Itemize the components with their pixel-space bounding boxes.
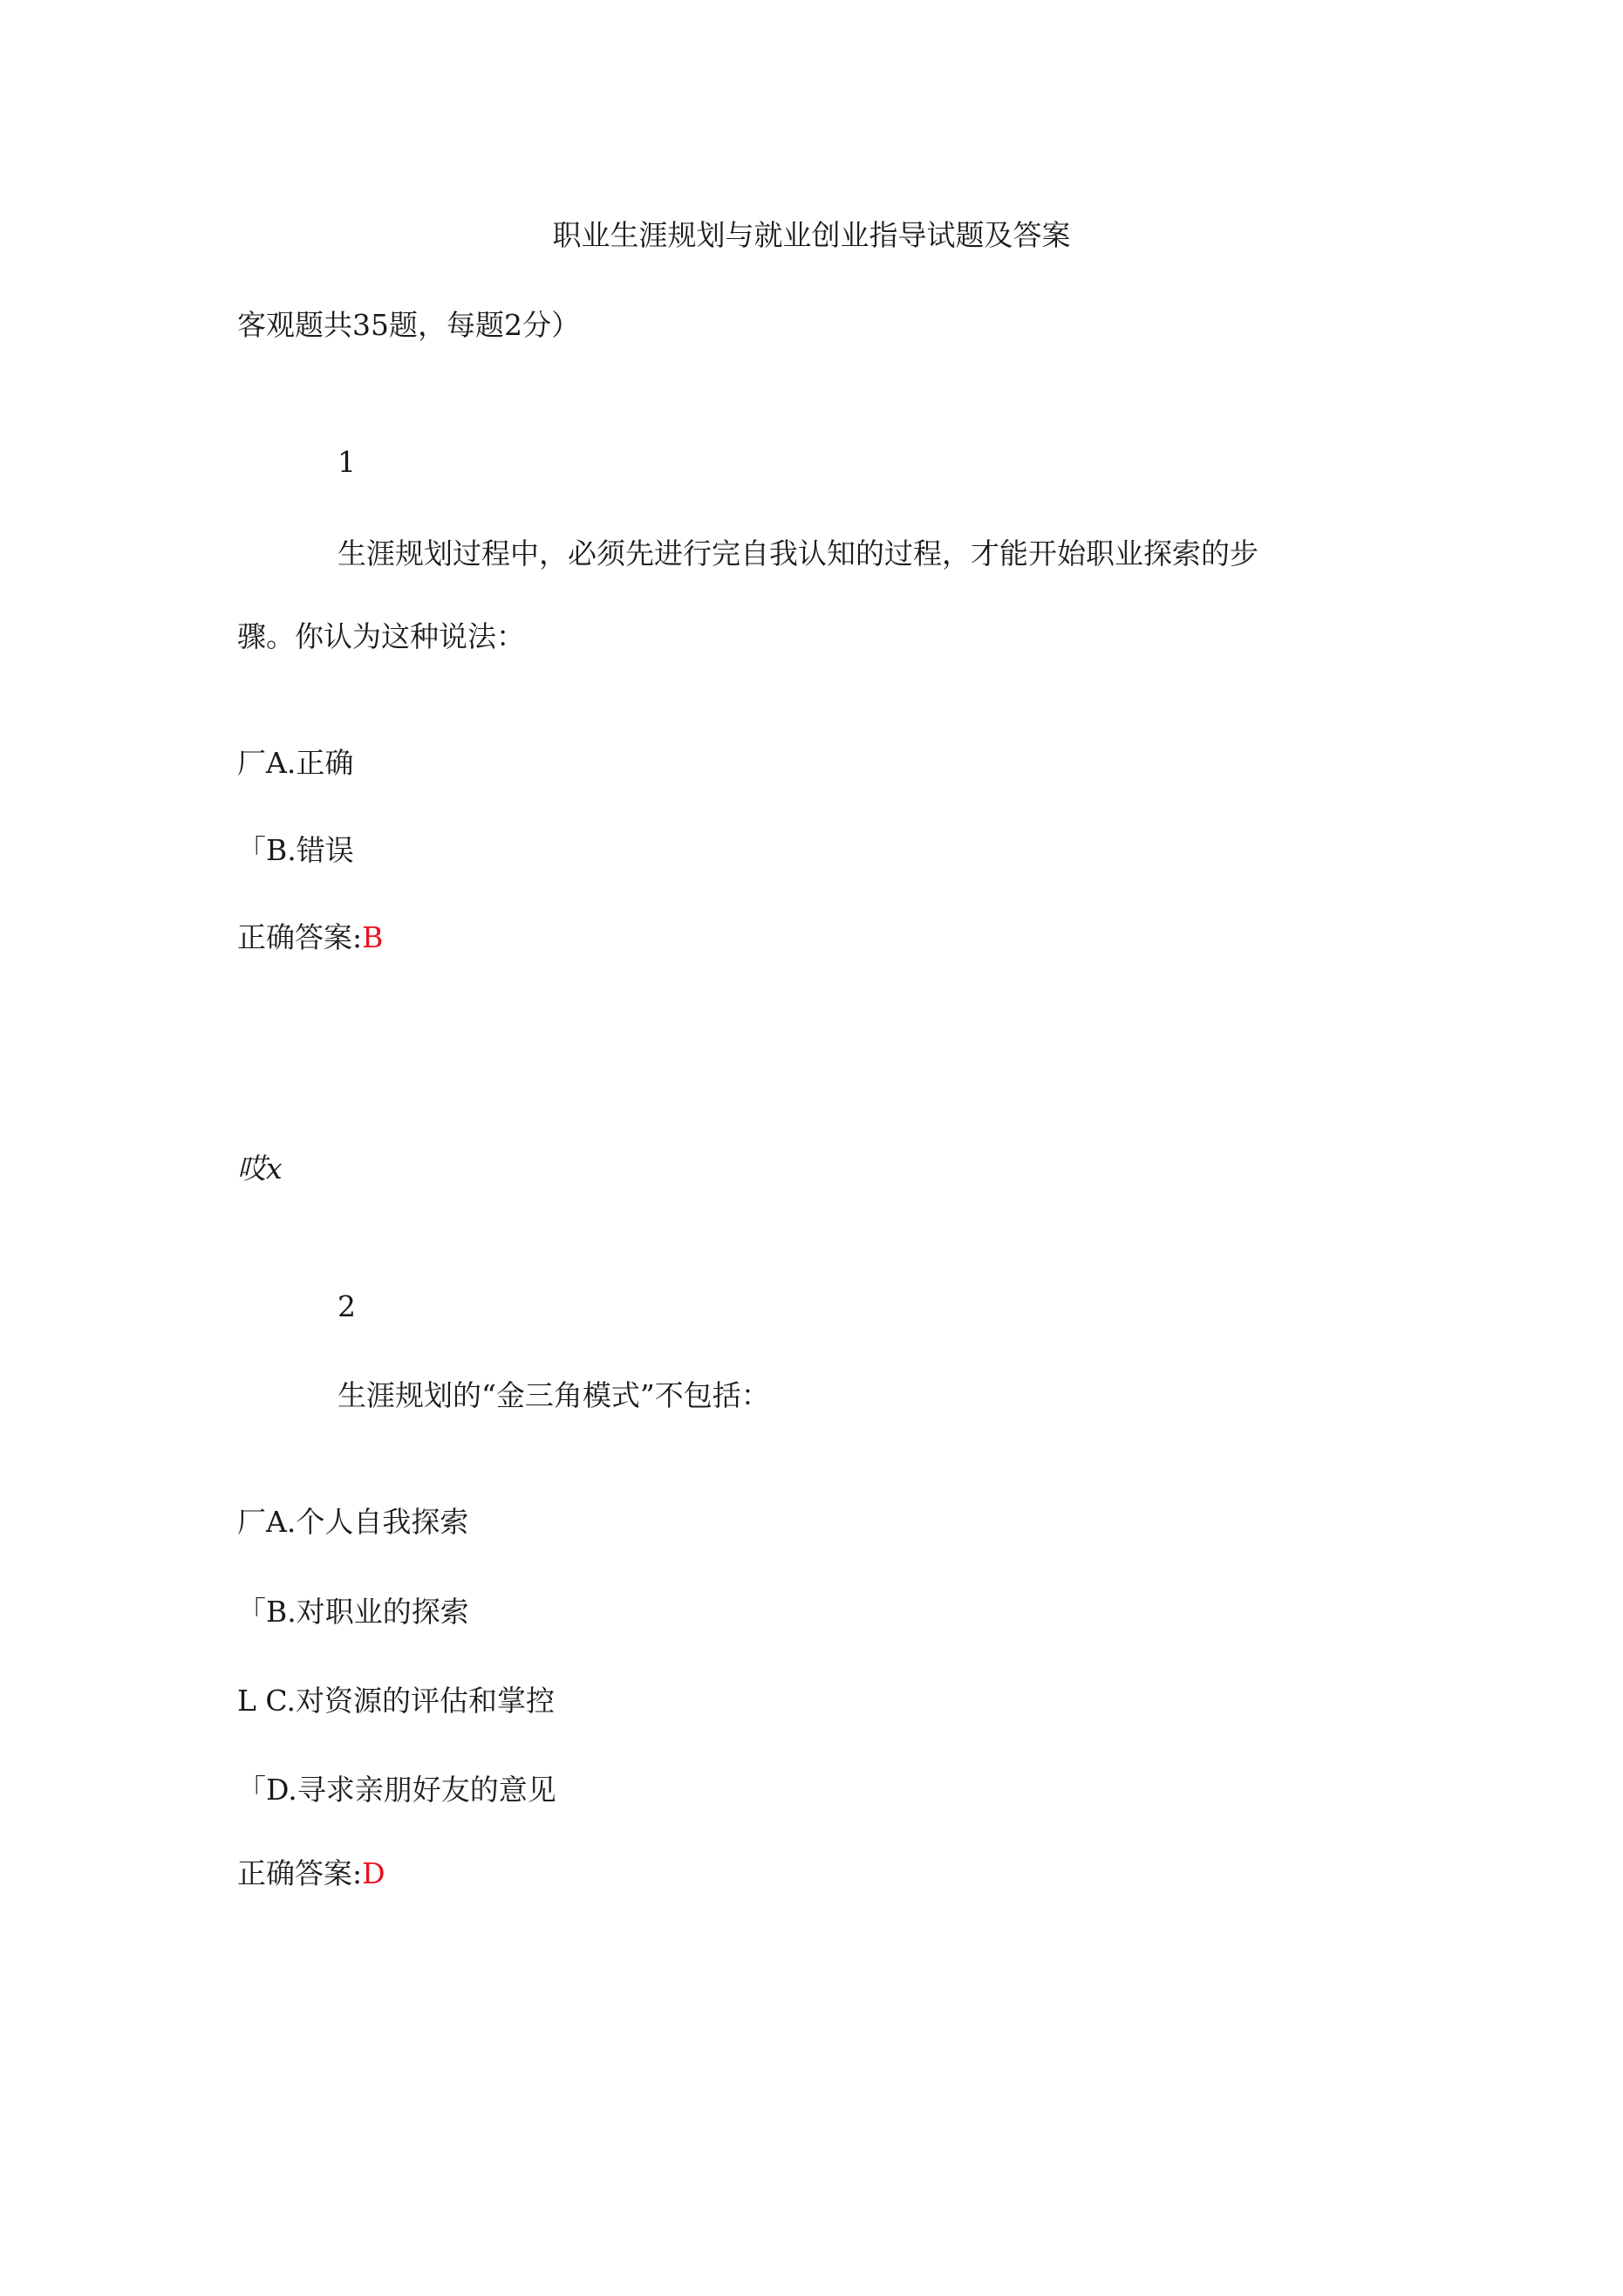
answer-value: B (362, 920, 384, 954)
stray-mark-text: 哎x (237, 1151, 283, 1186)
question-text: 生涯规划的“金三角模式”不包括： (338, 1378, 770, 1412)
question-text: 生涯规划过程中，必须先进行完自我认知的过程，才能开始职业探索的步 (338, 536, 1258, 571)
answer-label: 正确答案: (237, 920, 363, 954)
question-text-continued: 骤。你认为这种说法： (237, 619, 525, 653)
option-item[interactable]: 「D.寻求亲朋好友的意见 (237, 1773, 556, 1807)
option-item[interactable]: 厂A.个人自我探索 (237, 1505, 469, 1539)
answer-line (237, 1856, 385, 1891)
question-number: 1 (338, 445, 356, 479)
option-item[interactable]: 厂A.正确 (237, 746, 354, 780)
option-item[interactable]: 「B.错误 (237, 833, 354, 867)
section-heading: 客观题共35题，每题2分） (237, 308, 580, 342)
answer-line (237, 920, 383, 955)
option-item[interactable]: L C.对资源的评估和掌控 (237, 1684, 555, 1718)
document-title: 职业生涯规划与就业创业指导试题及答案 (552, 218, 1071, 252)
answer-label: 正确答案: (237, 1856, 363, 1890)
answer-value: D (362, 1856, 385, 1890)
stray-mark (237, 1151, 283, 1186)
option-item[interactable]: 「B.对职业的探索 (237, 1595, 469, 1629)
question-number: 2 (338, 1289, 356, 1323)
